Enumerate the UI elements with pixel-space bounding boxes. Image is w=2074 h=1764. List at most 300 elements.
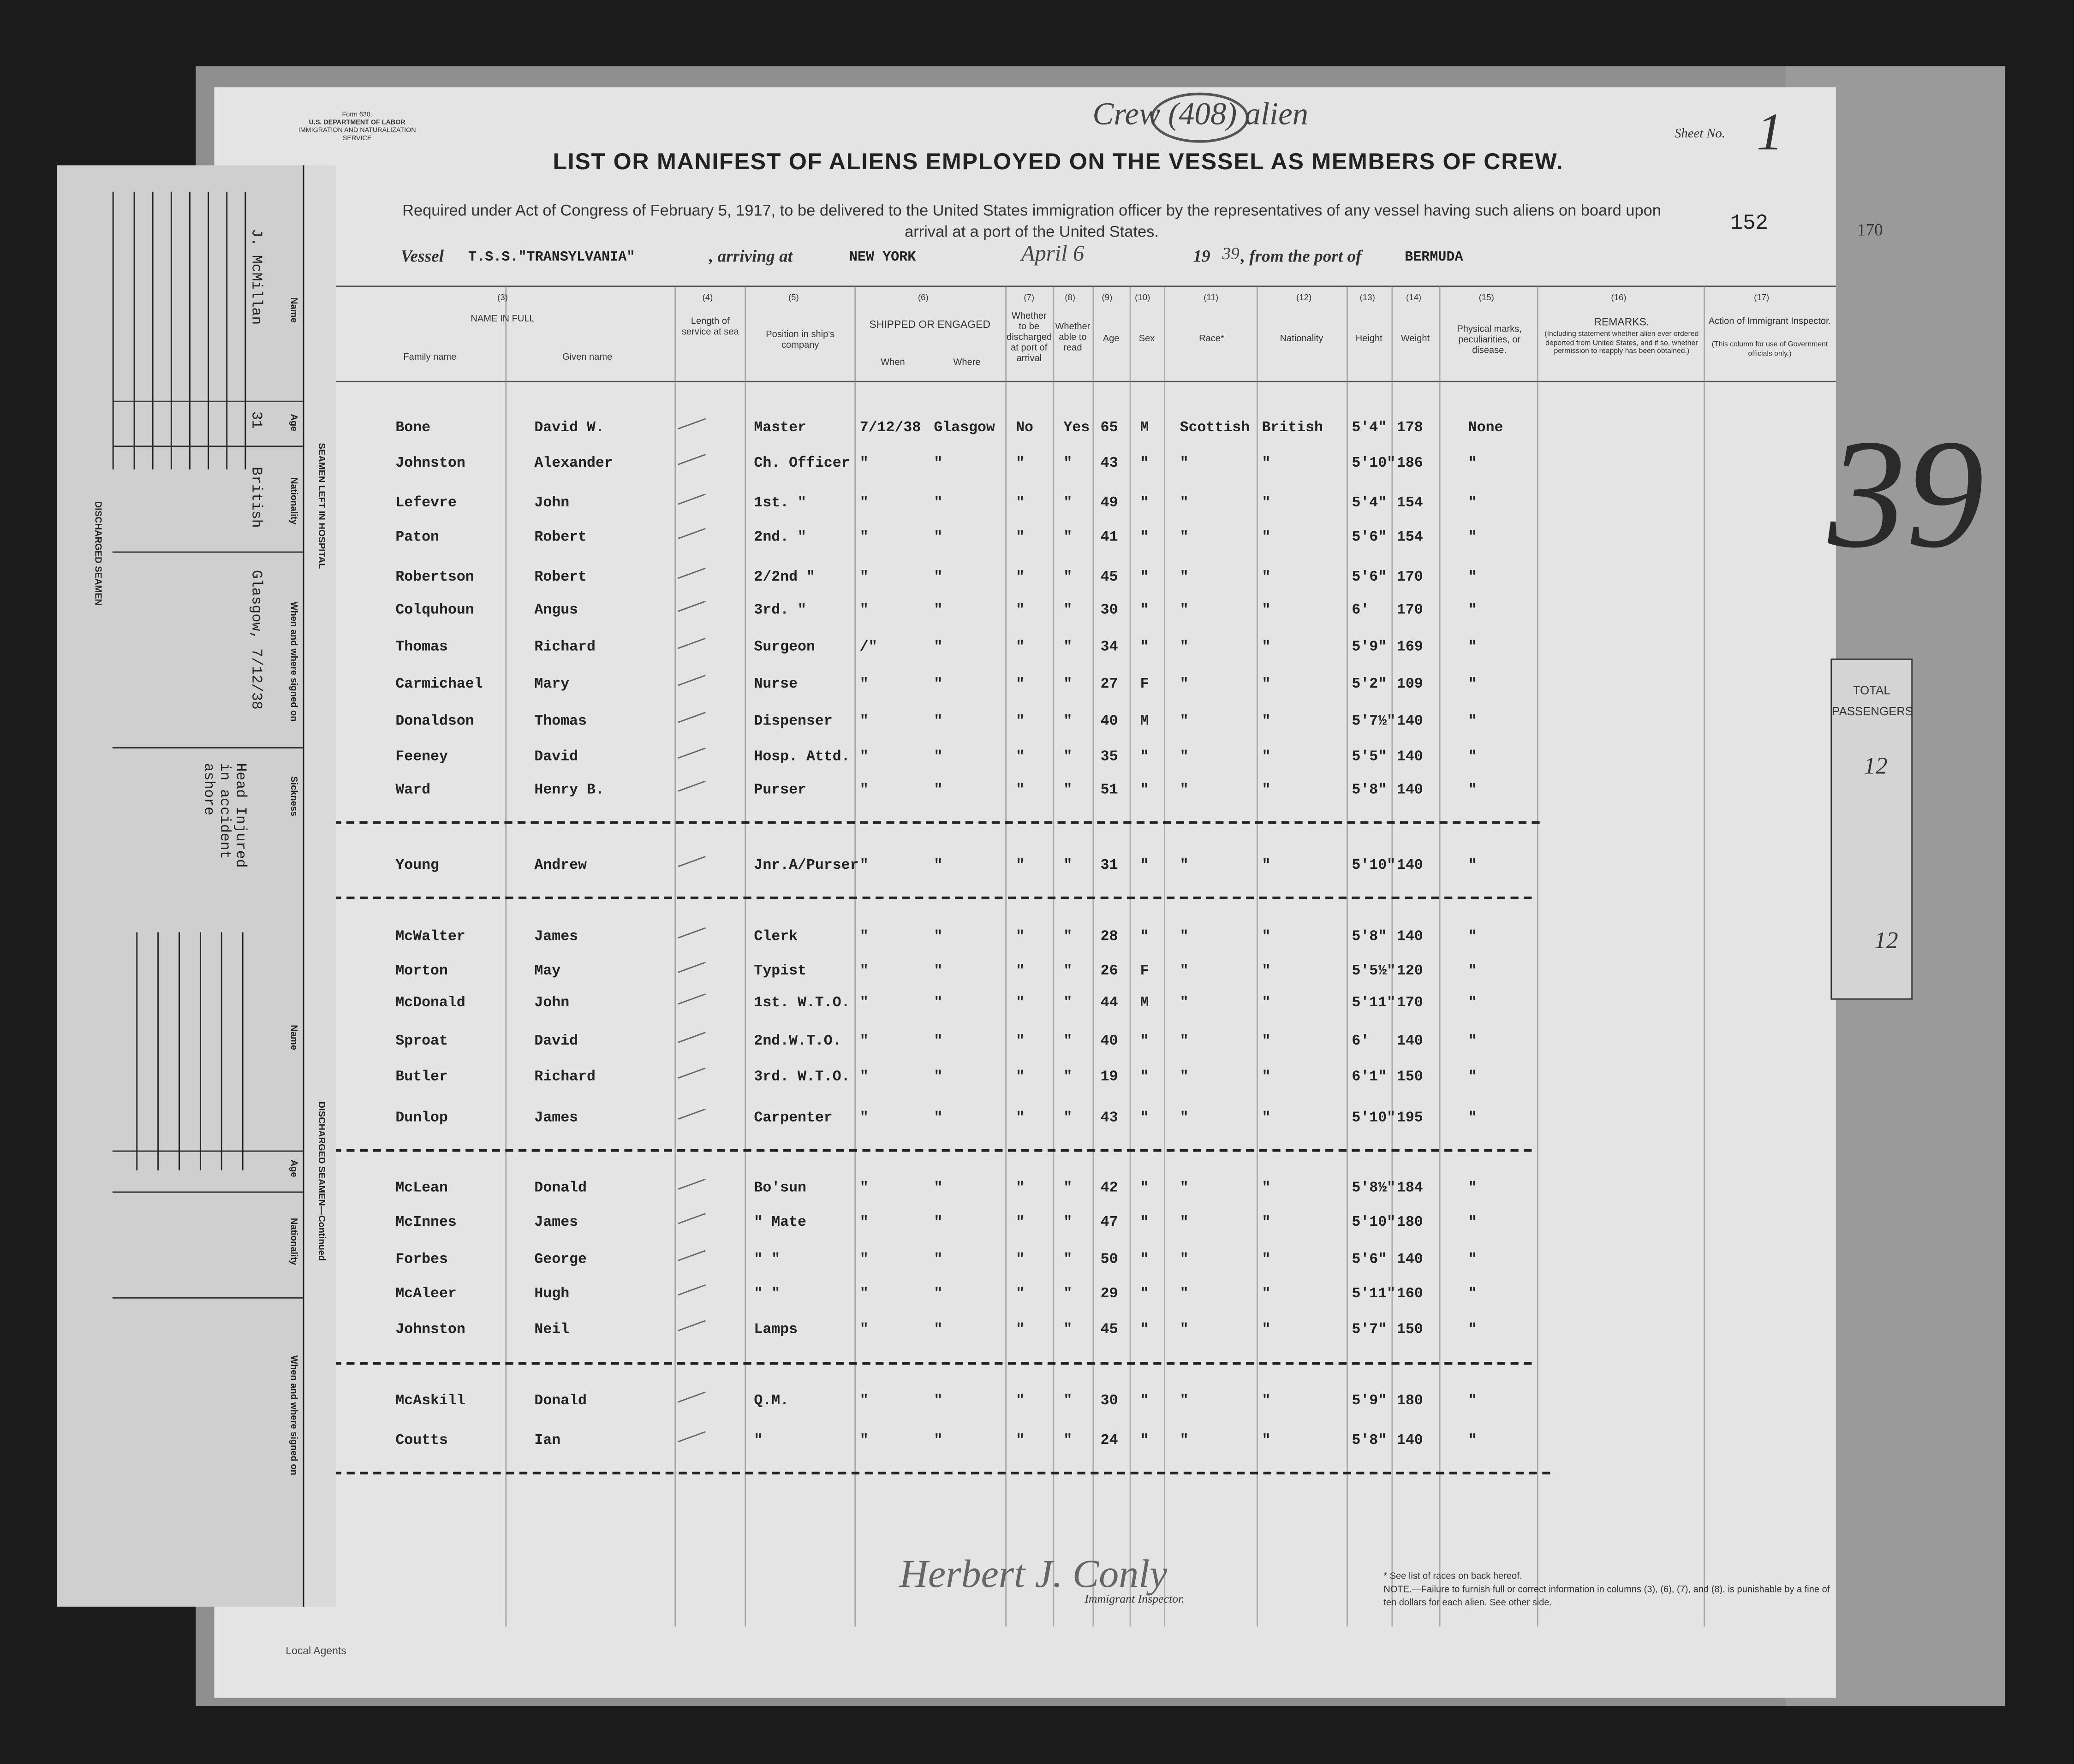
crew-shipped-when: "	[859, 929, 869, 946]
crew-nationality: "	[1262, 530, 1271, 546]
crew-given-name: Neil	[534, 1322, 570, 1338]
crew-given-name: Mary	[534, 677, 570, 693]
race-note: * See list of races on back hereof.	[1383, 1572, 1522, 1582]
arrival-date: April 6	[1021, 240, 1085, 266]
inspector-label: Immigrant Inspector.	[1085, 1592, 1185, 1605]
family-name-header: Family name	[403, 353, 457, 362]
col3-header: NAME IN FULL	[471, 315, 535, 324]
crew-discharged: "	[1016, 858, 1025, 874]
crew-given-name: David	[534, 1034, 578, 1050]
crew-sex: "	[1140, 570, 1149, 586]
crew-family-name: Sproat	[395, 1034, 448, 1050]
crew-discharged: "	[1016, 530, 1025, 546]
page-title: LIST OR MANIFEST OF ALIENS EMPLOYED ON THE VESSEL AS MEMBERS OF CREW.	[553, 148, 1564, 175]
crew-shipped-when: "	[859, 1215, 869, 1231]
crew-able-to-read: "	[1063, 1286, 1073, 1303]
strip-name-header-2: Name	[288, 1025, 298, 1050]
crew-position: Jnr.A/Purser	[754, 858, 859, 874]
arrival-port: NEW YORK	[849, 249, 916, 266]
crew-family-name: Lefevre	[395, 496, 457, 512]
crew-shipped-when: "	[859, 996, 869, 1012]
col-divider	[1391, 285, 1393, 1626]
crew-race: "	[1180, 964, 1189, 980]
crew-discharged: "	[1016, 603, 1025, 619]
crew-shipped-when: "	[859, 1111, 869, 1127]
col17-number: (17)	[1754, 293, 1770, 303]
crew-physical-marks: "	[1468, 456, 1477, 472]
crew-family-name: Robertson	[395, 570, 474, 586]
crew-nationality: "	[1262, 749, 1271, 766]
crew-shipped-when: "	[859, 677, 869, 693]
col16-header: REMARKS.	[1594, 316, 1650, 328]
crew-age: 42	[1100, 1181, 1118, 1197]
crew-nationality: "	[1262, 858, 1271, 874]
crew-nationality: "	[1262, 456, 1271, 472]
crew-physical-marks: "	[1468, 714, 1477, 730]
crew-age: 41	[1100, 530, 1118, 546]
strip-when-header-2: When and where signed on	[288, 1355, 298, 1475]
crew-height: 5'10"	[1352, 456, 1396, 472]
crew-able-to-read: "	[1063, 1034, 1073, 1050]
crew-shipped-where: "	[934, 677, 943, 693]
crew-nationality: "	[1262, 1286, 1271, 1303]
crew-height: 5'11"	[1352, 996, 1396, 1012]
crew-discharged: "	[1016, 996, 1025, 1012]
crew-position: 1st. "	[754, 496, 806, 512]
strip-entry-name: J. McMillan	[247, 229, 263, 325]
crew-sex: "	[1140, 640, 1149, 656]
strip-rule	[113, 747, 303, 748]
crew-discharged: "	[1016, 1394, 1025, 1410]
crew-able-to-read: "	[1063, 858, 1073, 874]
crew-shipped-where: "	[934, 496, 943, 512]
col-divider	[1537, 285, 1538, 1626]
crew-given-name: May	[534, 964, 561, 980]
crew-given-name: Hugh	[534, 1286, 570, 1303]
strip-when-header: When and where signed on	[288, 601, 298, 722]
col17-subheader: (This column for use of Government officials only.)	[1711, 341, 1828, 358]
crew-given-name: Donald	[534, 1394, 587, 1410]
crew-position: Ch. Officer	[754, 456, 850, 472]
crew-shipped-when: "	[859, 1322, 869, 1338]
crew-weight: 150	[1396, 1322, 1423, 1338]
crew-physical-marks: "	[1468, 1034, 1477, 1050]
crew-sex: "	[1140, 929, 1149, 946]
crew-age: 31	[1100, 858, 1118, 874]
crew-given-name: David W.	[534, 420, 604, 437]
crew-nationality: British	[1262, 420, 1323, 437]
crew-nationality: "	[1262, 996, 1271, 1012]
crew-race: "	[1180, 1286, 1189, 1303]
crew-position: 2nd.W.T.O.	[754, 1034, 841, 1050]
crew-position: " "	[754, 1252, 781, 1268]
crew-discharged: "	[1016, 1252, 1025, 1268]
crew-nationality: "	[1262, 783, 1271, 799]
crew-sex: "	[1140, 1069, 1149, 1086]
col-divider	[1257, 285, 1258, 1626]
crew-weight: 140	[1396, 1034, 1423, 1050]
crew-discharged: "	[1016, 496, 1025, 512]
crew-discharged: "	[1016, 964, 1025, 980]
crew-given-name: John	[534, 496, 570, 512]
crew-race: Scottish	[1180, 420, 1250, 437]
crew-sex: "	[1140, 1322, 1149, 1338]
crew-age: 29	[1100, 1286, 1118, 1303]
crew-height: 5'8"	[1352, 1433, 1387, 1449]
crew-height: 5'6"	[1352, 570, 1387, 586]
crew-race: "	[1180, 858, 1189, 874]
crew-given-name: Andrew	[534, 858, 587, 874]
crew-able-to-read: "	[1063, 456, 1073, 472]
col14-number: (14)	[1406, 293, 1422, 303]
crew-physical-marks: "	[1468, 1322, 1477, 1338]
crew-height: 5'10"	[1352, 858, 1396, 874]
crew-position: Nurse	[754, 677, 798, 693]
year-handwritten: 39	[1222, 243, 1240, 263]
crew-height: 5'2"	[1352, 677, 1387, 693]
col-divider	[1053, 285, 1054, 1626]
crew-given-name: Angus	[534, 603, 578, 619]
crew-race: "	[1180, 1322, 1189, 1338]
header-bottom-rule	[331, 381, 1836, 382]
crew-physical-marks: "	[1468, 858, 1477, 874]
strip-entry-age: 31	[247, 411, 263, 429]
crew-physical-marks: "	[1468, 1069, 1477, 1086]
crew-shipped-where: "	[934, 1034, 943, 1050]
crew-age: 30	[1100, 1394, 1118, 1410]
crew-height: 5'10"	[1352, 1215, 1396, 1231]
crew-physical-marks: "	[1468, 929, 1477, 946]
totals-value-1: 12	[1864, 752, 1888, 779]
crew-discharged: No	[1016, 420, 1033, 437]
col3-number: (3)	[497, 293, 508, 303]
crew-shipped-when: "	[859, 1394, 869, 1410]
col-divider	[745, 285, 746, 1626]
col7-number: (7)	[1024, 293, 1035, 303]
crew-discharged: "	[1016, 1215, 1025, 1231]
strip-age-header-2: Age	[288, 1159, 298, 1177]
crew-shipped-when: "	[859, 964, 869, 980]
col4-header: Length of service at sea	[681, 317, 739, 338]
col-divider	[505, 285, 507, 1626]
crew-shipped-where: "	[934, 1215, 943, 1231]
col5-number: (5)	[788, 293, 799, 303]
crew-shipped-when: "	[859, 783, 869, 799]
crew-physical-marks: "	[1468, 1181, 1477, 1197]
strip-rule	[134, 192, 135, 469]
crew-position: 3rd. W.T.O.	[754, 1069, 850, 1086]
crew-physical-marks: "	[1468, 1252, 1477, 1268]
crew-shipped-when: "	[859, 530, 869, 546]
crew-shipped-where: "	[934, 570, 943, 586]
crew-discharged: "	[1016, 1111, 1025, 1127]
strip-rule	[171, 192, 172, 469]
crew-nationality: "	[1262, 677, 1271, 693]
crew-weight: 170	[1396, 570, 1423, 586]
crew-height: 6'1"	[1352, 1069, 1387, 1086]
footer-notes	[1383, 1571, 1833, 1610]
crew-age: 51	[1100, 783, 1118, 799]
given-name-header: Given name	[562, 353, 613, 362]
crew-given-name: George	[534, 1252, 587, 1268]
crew-age: 43	[1100, 456, 1118, 472]
col5-header: Position in ship's company	[766, 330, 835, 350]
crew-weight: 195	[1396, 1111, 1423, 1127]
crew-position: Lamps	[754, 1322, 798, 1338]
crew-height: 5'5½"	[1352, 964, 1396, 980]
strip-rule	[113, 1297, 303, 1299]
crew-race: "	[1180, 1034, 1189, 1050]
crew-sex: M	[1140, 996, 1149, 1012]
crew-shipped-when: "	[859, 456, 869, 472]
crew-sex: "	[1140, 496, 1149, 512]
crew-weight: 180	[1396, 1215, 1423, 1231]
crew-position: "	[754, 1433, 763, 1449]
crew-race: "	[1180, 1069, 1189, 1086]
crew-shipped-where: "	[934, 1322, 943, 1338]
crew-shipped-where: "	[934, 603, 943, 619]
crew-discharged: "	[1016, 1433, 1025, 1449]
crew-sex: "	[1140, 1111, 1149, 1127]
crew-position: Typist	[754, 964, 806, 980]
crew-race: "	[1180, 456, 1189, 472]
crew-position: Q.M.	[754, 1394, 789, 1410]
crew-race: "	[1180, 530, 1189, 546]
col7-header: Whether to be discharged at port of arrival	[1007, 312, 1052, 364]
crew-able-to-read: "	[1063, 1069, 1073, 1086]
crew-able-to-read: "	[1063, 496, 1073, 512]
crew-nationality: "	[1262, 1111, 1271, 1127]
crew-weight: 184	[1396, 1181, 1423, 1197]
crew-family-name: Johnston	[395, 1322, 465, 1338]
crew-weight: 180	[1396, 1394, 1423, 1410]
crew-height: 5'10"	[1352, 1111, 1396, 1127]
fine-note: NOTE.—Failure to furnish full or correct information in columns (3), (6), (7), and (8), is punishable by a fine of ten dollars for each alien. See other side.	[1383, 1585, 1830, 1608]
crew-shipped-when: "	[859, 714, 869, 730]
crew-race: "	[1180, 1215, 1189, 1231]
crew-height: 5'7"	[1352, 1322, 1387, 1338]
crew-able-to-read: "	[1063, 570, 1073, 586]
crew-able-to-read: "	[1063, 996, 1073, 1012]
crew-able-to-read: "	[1063, 783, 1073, 799]
strip-name-header: Name	[288, 297, 298, 323]
crew-shipped-when: "	[859, 603, 869, 619]
crew-shipped-where: "	[934, 783, 943, 799]
crew-race: "	[1180, 1111, 1189, 1127]
strip-rule	[242, 932, 244, 1170]
crew-able-to-read: Yes	[1063, 420, 1090, 437]
group-separator	[307, 1149, 1532, 1152]
crew-physical-marks: "	[1468, 677, 1477, 693]
service: IMMIGRATION AND NATURALIZATION SERVICE	[298, 127, 416, 143]
crew-shipped-when: "	[859, 496, 869, 512]
vessel-label: Vessel	[400, 246, 444, 266]
col9-header: Age	[1103, 334, 1120, 344]
crew-weight: 170	[1396, 996, 1423, 1012]
crew-family-name: Bone	[395, 420, 431, 437]
crew-weight: 140	[1396, 1433, 1423, 1449]
crew-sex: M	[1140, 714, 1149, 730]
crew-position: " "	[754, 1286, 781, 1303]
crew-weight: 186	[1396, 456, 1423, 472]
crew-family-name: Carmichael	[395, 677, 483, 693]
crew-given-name: Robert	[534, 530, 587, 546]
crew-family-name: Paton	[395, 530, 440, 546]
crew-age: 28	[1100, 929, 1118, 946]
col-divider	[854, 285, 856, 1626]
crew-shipped-where: "	[934, 1394, 943, 1410]
crew-shipped-where: "	[934, 456, 943, 472]
crew-able-to-read: "	[1063, 1215, 1073, 1231]
crew-given-name: Alexander	[534, 456, 613, 472]
crew-sex: F	[1140, 677, 1149, 693]
crew-family-name: Forbes	[395, 1252, 448, 1268]
where-header: Where	[953, 358, 981, 368]
crew-height: 5'9"	[1352, 1394, 1387, 1410]
crew-sex: "	[1140, 530, 1149, 546]
strip-entry-nationality: British	[247, 467, 263, 528]
crew-nationality: "	[1262, 1069, 1271, 1086]
crew-race: "	[1180, 677, 1189, 693]
crew-discharged: "	[1016, 640, 1025, 656]
crew-able-to-read: "	[1063, 603, 1073, 619]
department: U.S. DEPARTMENT OF LABOR	[309, 119, 405, 127]
crew-shipped-where: "	[934, 1069, 943, 1086]
number-152: 152	[1730, 211, 1769, 236]
crew-age: 44	[1100, 996, 1118, 1012]
crew-discharged: "	[1016, 1286, 1025, 1303]
number-170: 170	[1857, 219, 1883, 239]
crew-race: "	[1180, 714, 1189, 730]
crew-given-name: James	[534, 929, 578, 946]
crew-given-name: Richard	[534, 1069, 596, 1086]
crew-given-name: Robert	[534, 570, 587, 586]
crew-sex: "	[1140, 1215, 1149, 1231]
crew-shipped-where: "	[934, 530, 943, 546]
crew-race: "	[1180, 749, 1189, 766]
from-label: , from the port of	[1240, 246, 1362, 266]
crew-weight: 140	[1396, 714, 1423, 730]
crew-nationality: "	[1262, 1215, 1271, 1231]
crew-discharged: "	[1016, 714, 1025, 730]
col-divider	[1704, 285, 1705, 1626]
crew-position: Bo'sun	[754, 1181, 806, 1197]
margin-handwriting: 39	[1828, 407, 1985, 581]
crew-physical-marks: "	[1468, 996, 1477, 1012]
header-top-rule	[331, 285, 1836, 287]
strip-rule	[113, 552, 303, 553]
crew-shipped-where: "	[934, 749, 943, 766]
crew-height: 5'8½"	[1352, 1181, 1396, 1197]
crew-shipped-where: "	[934, 714, 943, 730]
crew-able-to-read: "	[1063, 714, 1073, 730]
crew-weight: 154	[1396, 530, 1423, 546]
crew-position: Hosp. Attd.	[754, 749, 850, 766]
crew-family-name: Feeney	[395, 749, 448, 766]
crew-age: 24	[1100, 1433, 1118, 1449]
crew-shipped-where: "	[934, 1181, 943, 1197]
crew-shipped-when: "	[859, 570, 869, 586]
crew-sex: "	[1140, 783, 1149, 799]
crew-shipped-when: "	[859, 749, 869, 766]
crew-age: 19	[1100, 1069, 1118, 1086]
crew-physical-marks: "	[1468, 1286, 1477, 1303]
crew-given-name: Ian	[534, 1433, 561, 1449]
crew-family-name: Morton	[395, 964, 448, 980]
col8-header: Whether able to read	[1055, 322, 1091, 353]
crew-family-name: McAleer	[395, 1286, 457, 1303]
crew-race: "	[1180, 640, 1189, 656]
crew-height: 5'4"	[1352, 496, 1387, 512]
crew-able-to-read: "	[1063, 1394, 1073, 1410]
strip-rule	[157, 932, 159, 1170]
crew-race: "	[1180, 996, 1189, 1012]
strip-entry-signed-on: Glasgow, 7/12/38	[247, 570, 263, 710]
crew-physical-marks: "	[1468, 1215, 1477, 1231]
crew-family-name: McLean	[395, 1181, 448, 1197]
col13-number: (13)	[1359, 293, 1375, 303]
crew-able-to-read: "	[1063, 640, 1073, 656]
crew-height: 5'8"	[1352, 783, 1387, 799]
crew-discharged: "	[1016, 783, 1025, 799]
crew-sex: "	[1140, 1286, 1149, 1303]
crew-shipped-where: "	[934, 964, 943, 980]
crew-height: 5'7½"	[1352, 714, 1396, 730]
crew-sex: "	[1140, 1034, 1149, 1050]
crew-able-to-read: "	[1063, 749, 1073, 766]
page-subtitle: Required under Act of Congress of February 5, 1917, to be delivered to the United States immigration officer by the representatives of any vessel having such aliens on board upon arrival at a port of the United States.	[402, 201, 1661, 241]
crew-nationality: "	[1262, 964, 1271, 980]
crew-height: 5'9"	[1352, 640, 1387, 656]
strip-rule	[189, 192, 191, 469]
crew-physical-marks: "	[1468, 530, 1477, 546]
crew-shipped-when: "	[859, 858, 869, 874]
group-separator	[307, 821, 1539, 824]
crew-position: Master	[754, 420, 806, 437]
sheet-number: 1	[1756, 101, 1783, 161]
crew-position: 2/2nd "	[754, 570, 815, 586]
crew-race: "	[1180, 1433, 1189, 1449]
crew-physical-marks: "	[1468, 749, 1477, 766]
crew-sex: "	[1140, 1181, 1149, 1197]
discharged-continued-title: DISCHARGED SEAMEN—Continued	[316, 1101, 326, 1261]
crew-sex: F	[1140, 964, 1149, 980]
crew-weight: 154	[1396, 496, 1423, 512]
crew-nationality: "	[1262, 570, 1271, 586]
crew-sex: "	[1140, 1252, 1149, 1268]
crew-nationality: "	[1262, 496, 1271, 512]
crew-race: "	[1180, 1252, 1189, 1268]
crew-nationality: "	[1262, 1252, 1271, 1268]
crew-sex: "	[1140, 749, 1149, 766]
crew-shipped-when: /"	[859, 640, 877, 656]
crew-nationality: "	[1262, 929, 1271, 946]
form-identifier	[288, 111, 426, 143]
col9-number: (9)	[1102, 293, 1113, 303]
col15-number: (15)	[1478, 293, 1494, 303]
crew-nationality: "	[1262, 603, 1271, 619]
col16-number: (16)	[1611, 293, 1627, 303]
crew-note: Crew (408) alien	[1092, 98, 1309, 132]
inspector-signature: Herbert J. Conly	[899, 1552, 1168, 1596]
crew-shipped-where: "	[934, 1252, 943, 1268]
local-agents-label: Local Agents	[286, 1645, 346, 1657]
crew-weight: 140	[1396, 1252, 1423, 1268]
crew-age: 40	[1100, 1034, 1118, 1050]
crew-weight: 140	[1396, 783, 1423, 799]
crew-shipped-when: 7/12/38	[859, 420, 921, 437]
crew-discharged: "	[1016, 1181, 1025, 1197]
